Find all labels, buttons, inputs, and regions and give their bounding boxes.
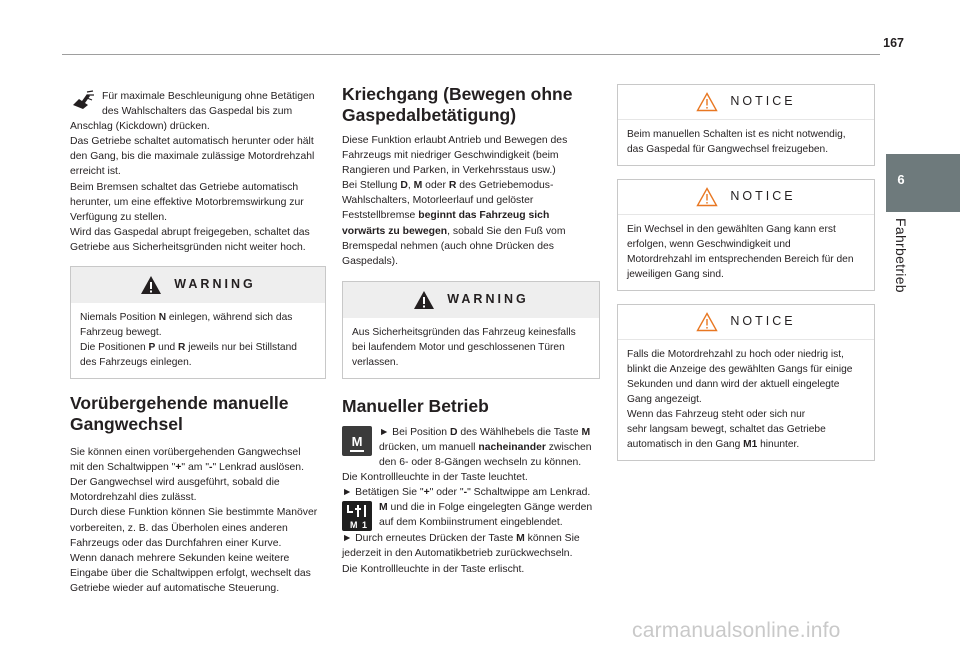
- tip-line: herunter, um eine effektive Motorbremswirkung zur: [70, 196, 304, 208]
- notice-box-3: [617, 304, 875, 461]
- section-heading-manual: Manueller Betrieb: [342, 395, 489, 416]
- watermark: carmanualsonline.info: [632, 619, 841, 642]
- column-left: [70, 89, 326, 596]
- notice-triangle-icon: [696, 92, 718, 112]
- tip-line: Verfügung zu stellen.: [70, 211, 168, 223]
- notice-title: NOTICE: [730, 189, 796, 204]
- notice-header: [618, 85, 874, 120]
- kickdown-tip: [70, 89, 326, 255]
- warning-box-exit: [342, 281, 600, 379]
- notice-box-2: [617, 179, 875, 291]
- tip-line: des Wahlschalters das Gaspedal bis zum: [102, 106, 293, 118]
- tip-line: Wird das Gaspedal abrupt freigegeben, schaltet das: [70, 226, 310, 238]
- tip-line: erreicht ist.: [70, 166, 121, 178]
- chapter-number: 6: [897, 172, 905, 187]
- svg-text:M: M: [350, 520, 358, 531]
- warning-box-neutral: [70, 266, 326, 379]
- section-heading-creep: Kriechgang (Bewegen ohne Gaspedalbetätigung): [342, 84, 573, 125]
- warning-title: WARNING: [174, 277, 256, 292]
- notice-text: Beim manuellen Schalten ist es nicht notwendig, das Gaspedal für Gangwechsel freizugeben.: [627, 129, 846, 155]
- page-number: 167: [883, 36, 904, 50]
- warning-text: Aus Sicherheitsgründen das Fahrzeug keinesfalls bei laufendem Motor und geschlossenen Türen verlassen.: [352, 326, 576, 368]
- notice-title: NOTICE: [730, 314, 796, 329]
- manual-temp-body: Sie können einen vorübergehenden Gangwechsel mit den Schaltwippen "+" am "-" Lenkrad auslösen. Der Gangwechsel wird ausgeführt, sobald die Motordrehzahl dies zulässt. Durch diese Funktion können Sie bestimmte Manöver vorbereiten, z. B. das Überholen eines anderen Fahrzeugs oder das Durchfahren einer Kurve. Wenn danach mehrere Sekunden keine weitere Eingabe über die Schaltwippen erfolgt, wechselt das Getriebe wieder auf automatische Steuerung.: [70, 447, 318, 594]
- manual-step-2: ► Betätigen Sie "+" oder "-" Schaltwippe am Lenkrad. M 1 M und die in Folge eingelegten Gänge werden auf dem Kombiinstrument eingeblendet.: [342, 487, 593, 531]
- warning-title: WARNING: [447, 292, 529, 307]
- svg-text:M: M: [351, 433, 363, 449]
- tip-hand-icon: [70, 89, 96, 111]
- warning-header: [343, 282, 599, 318]
- svg-text:1: 1: [362, 520, 368, 531]
- tip-line: Das Getriebe schaltet automatisch herunter oder hält: [70, 136, 314, 148]
- notice-text: Ein Wechsel in den gewählten Gang kann erst erfolgen, wenn Geschwindigkeit und Motordrehzahl im entsprechenden Bereich für den jeweiligen Gang sind.: [627, 224, 854, 280]
- manual-step-1: M ► Bei Position D des Wählhebels die Taste M drücken, um manuell nacheinander zwischen den 6- oder 8-Gängen wechseln zu können. Die Kontrollleuchte in der Taste leuchtet.: [342, 426, 592, 484]
- tip-line: Getriebe aus Sicherheitsgründen nicht weiter hoch.: [70, 241, 306, 253]
- section-heading-manual-temp: Vorübergehende manuelle Gangwechsel: [70, 393, 289, 435]
- notice-triangle-icon: [696, 187, 718, 207]
- tip-line: Für maximale Beschleunigung ohne Betätigen: [102, 91, 315, 102]
- notice-header: [618, 305, 874, 340]
- gear-display-icon: [342, 501, 372, 531]
- notice-triangle-icon: [696, 312, 718, 332]
- warning-header: [71, 267, 325, 303]
- notice-title: NOTICE: [730, 94, 796, 109]
- tip-line: den Gang, bis die maximale zulässige Motordrehzahl: [70, 151, 315, 163]
- manual-mode-button-icon: [342, 426, 372, 456]
- notice-box-1: [617, 84, 875, 166]
- column-middle: [342, 84, 600, 577]
- header-divider: [62, 54, 880, 55]
- tip-line: Beim Bremsen schaltet das Getriebe automatisch: [70, 181, 299, 193]
- tip-line: Anschlag (Kickdown) drücken.: [70, 121, 210, 133]
- notice-header: [618, 180, 874, 215]
- manual-step-3: ► Durch erneutes Drücken der Taste M können Sie jederzeit in den Automatikbetrieb zurückwechseln. Die Kontrollleuchte in der Taste erlischt.: [342, 533, 580, 575]
- column-right: [617, 84, 875, 461]
- warning-triangle-icon: [413, 290, 435, 310]
- warning-text: Niemals Position N einlegen, während sich das Fahrzeug bewegt. Die Positionen P und R jeweils nur bei Stillstand des Fahrzeugs einlegen.: [80, 312, 297, 369]
- chapter-title: Fahrbetrieb: [893, 218, 909, 293]
- creep-body: Diese Funktion erlaubt Antrieb und Bewegen des Fahrzeugs mit niedriger Geschwindigkeit (beim Rangieren und Parken, in Verkehrsstaus usw.) Bei Stellung D, M oder R des Getriebemodus- Wahlschalters, Motorleerlauf und gelöster Feststellbremse beginnt das Fahrzeug sich vorwärts zu bewegen, sobald Sie den Fuß vom Bremspedal nehmen (auch ohne Drücken des Gaspedals).: [342, 135, 568, 267]
- notice-text: Falls die Motordrehzahl zu hoch oder niedrig ist, blinkt die Anzeige des gewählten Gangs für einige Sekunden und dann wird der aktuell eingelegte Gang angezeigt. Wenn das Fahrzeug steht oder sich nur sehr langsam bewegt, schaltet das Getriebe automatisch in den Gang M1 hinunter.: [627, 349, 853, 450]
- warning-triangle-icon: [140, 275, 162, 295]
